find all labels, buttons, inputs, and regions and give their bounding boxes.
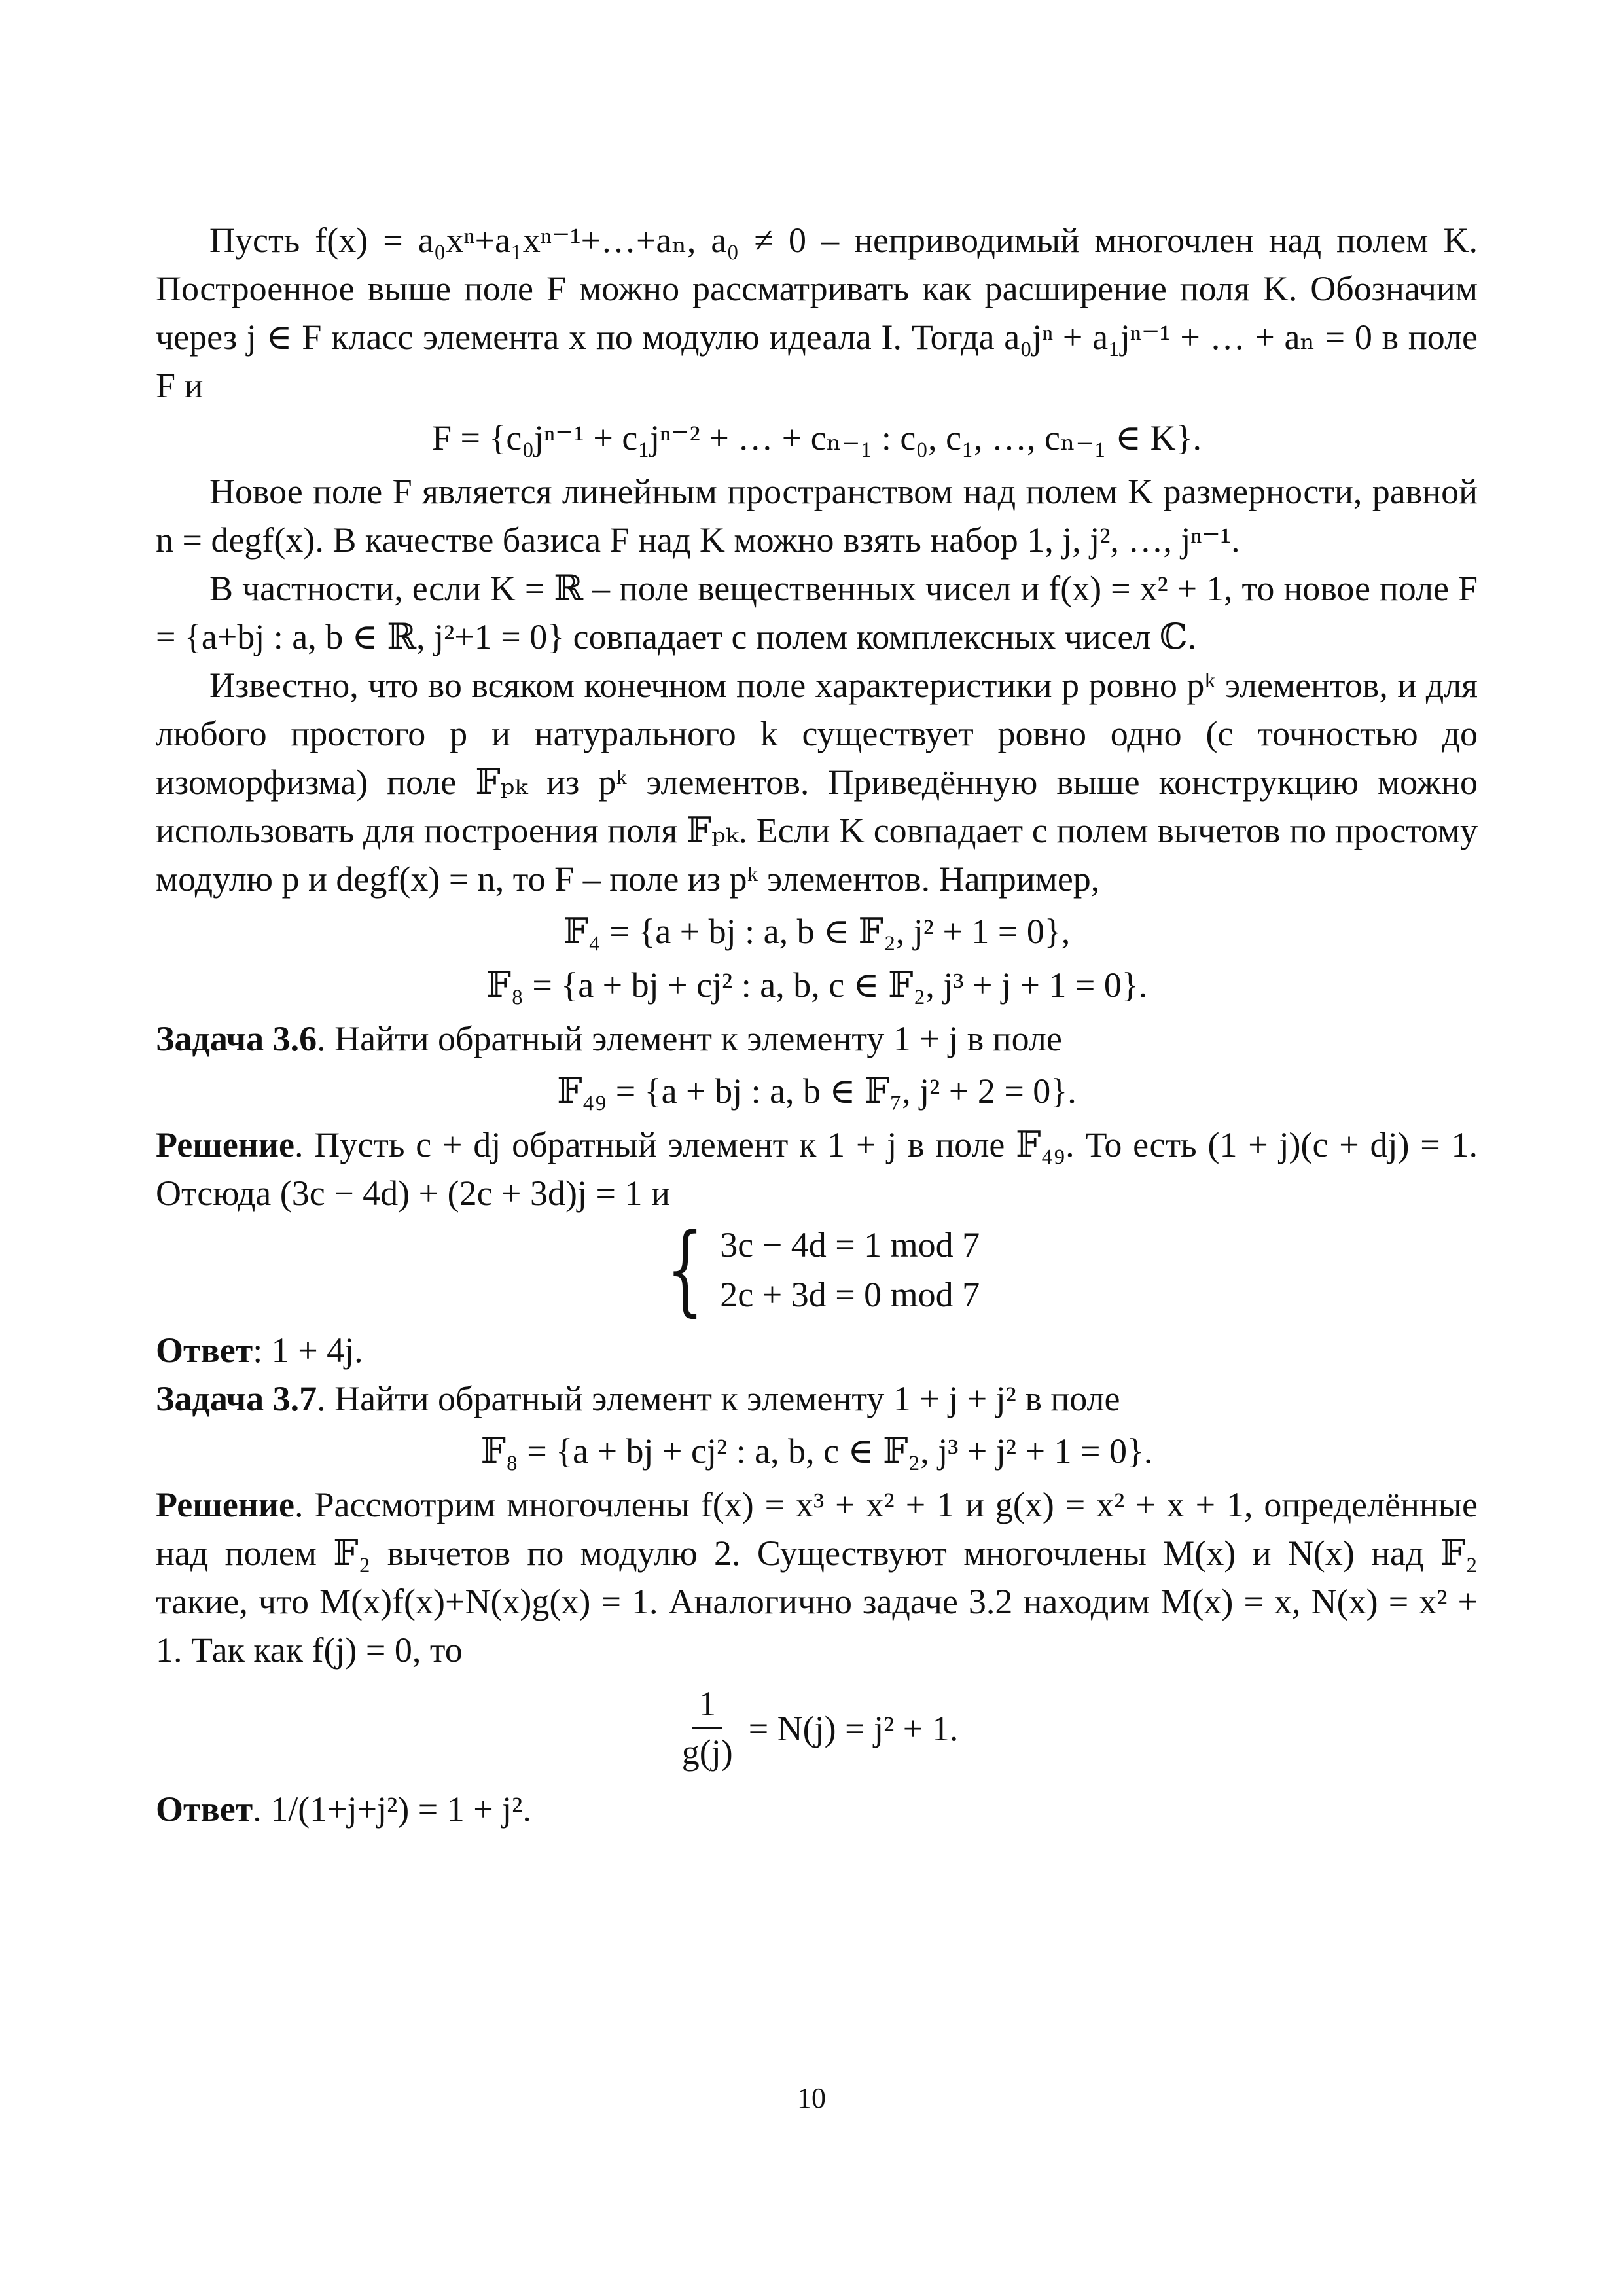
- paragraph-complex-numbers: В частности, если K = ℝ – поле вещественных чисел и f(x) = x² + 1, то новое поле F = {a+bj : a, b ∈ ℝ, j²+1 = 0} совпадает с полем комплексных чисел ℂ.: [156, 569, 1478, 656]
- answer-text: . 1/(1+j+j²) = 1 + j².: [253, 1789, 531, 1829]
- task-3-6: [156, 1014, 1478, 1063]
- fraction-equation: [156, 1681, 1478, 1776]
- system-equations: [720, 1220, 980, 1319]
- fraction-rest: = N(j) = j² + 1.: [748, 1708, 959, 1748]
- fraction: [675, 1681, 740, 1776]
- answer-label: Ответ: [156, 1331, 253, 1370]
- equation-f4: 𝔽₄ = {a + bj : a, b ∈ 𝔽₂, j² + 1 = 0},: [563, 912, 1071, 951]
- fraction-denominator: g(j): [681, 1732, 733, 1772]
- page-number: 10: [797, 2082, 826, 2114]
- answer-text: : 1 + 4j.: [253, 1331, 363, 1370]
- system-equation-2: 2c + 3d = 0 mod 7: [720, 1275, 980, 1314]
- paragraph-linear-space: Новое поле F является линейным пространством над полем K размерности, равной n = degf(x). В качестве базиса F над K можно взять набор 1, j, j², …, jⁿ⁻¹.: [156, 472, 1478, 560]
- equation-f8-task37: 𝔽₈ = {a + bj + cj² : a, b, c ∈ 𝔽₂, j³ + j² + 1 = 0}.: [480, 1431, 1153, 1471]
- answer-3-7: [156, 1785, 1478, 1833]
- system-equation-1: 3c − 4d = 1 mod 7: [720, 1225, 980, 1265]
- paragraph-irreducible-polynomial: Пусть f(x) = a₀xⁿ+a₁xⁿ⁻¹+…+aₙ, a₀ ≠ 0 – неприводимый многочлен над полем K. Построенное выше поле F можно рассматривать как расширение поля K. Обозначим через j ∈ F класс элемента x по модулю идеала I. Тогда a₀jⁿ + a₁jⁿ⁻¹ + … + aₙ = 0 в поле F и: [156, 221, 1478, 405]
- solution-text: . Пусть c + dj обратный элемент к 1 + j в поле 𝔽₄₉. То есть (1 + j)(c + dj) = 1. Отсюда (3c − 4d) + (2c + 3d)j = 1 и: [156, 1125, 1478, 1213]
- task-3-7: [156, 1374, 1478, 1423]
- left-brace: {: [666, 1213, 704, 1327]
- task-3-6-label: Задача 3.6: [156, 1019, 317, 1058]
- solution-label: Решение: [156, 1125, 294, 1164]
- equation-f49: 𝔽₄₉ = {a + bj : a, b ∈ 𝔽₇, j² + 2 = 0}.: [557, 1071, 1077, 1111]
- task-3-6-text: . Найти обратный элемент к элементу 1 + j в поле: [317, 1019, 1062, 1058]
- solution-3-6: [156, 1121, 1478, 1217]
- answer-3-6: [156, 1326, 1478, 1374]
- answer-label: Ответ: [156, 1789, 253, 1829]
- solution-3-7: [156, 1480, 1478, 1674]
- paragraph-finite-fields: Известно, что во всяком конечном поле характеристики p ровно pᵏ элементов, и для любого простого p и натурального k существует ровно одно (с точностью до изоморфизма) поле 𝔽ₚₖ из pᵏ элементов. Приведённую выше конструкцию можно использовать для построения поля 𝔽ₚₖ. Если K совпадает с полем вычетов по простому модулю p и degf(x) = n, то F – поле из pᵏ элементов. Например,: [156, 666, 1478, 899]
- equation-f8: 𝔽₈ = {a + bj + cj² : a, b, c ∈ 𝔽₂, j³ + j + 1 = 0}.: [486, 965, 1148, 1005]
- fraction-numerator: 1: [692, 1681, 722, 1729]
- solution-label: Решение: [156, 1485, 294, 1524]
- equation-system: [156, 1213, 1478, 1327]
- document-page: [156, 216, 1478, 1833]
- task-3-7-label: Задача 3.7: [156, 1379, 317, 1418]
- equation-field-f: F = {c₀jⁿ⁻¹ + c₁jⁿ⁻² + … + cₙ₋₁ : c₀, c₁, …, cₙ₋₁ ∈ K}.: [431, 418, 1202, 457]
- task-3-7-text: . Найти обратный элемент к элементу 1 + j + j² в поле: [317, 1379, 1120, 1418]
- solution-text: . Рассмотрим многочлены f(x) = x³ + x² + 1 и g(x) = x² + x + 1, определённые над полем 𝔽₂ вычетов по модулю 2. Существуют многочлены M(x) и N(x) над 𝔽₂ такие, что M(x)f(x)+N(x)g(x) = 1. Аналогично задаче 3.2 находим M(x) = x, N(x) = x² + 1. Так как f(j) = 0, то: [156, 1485, 1478, 1670]
